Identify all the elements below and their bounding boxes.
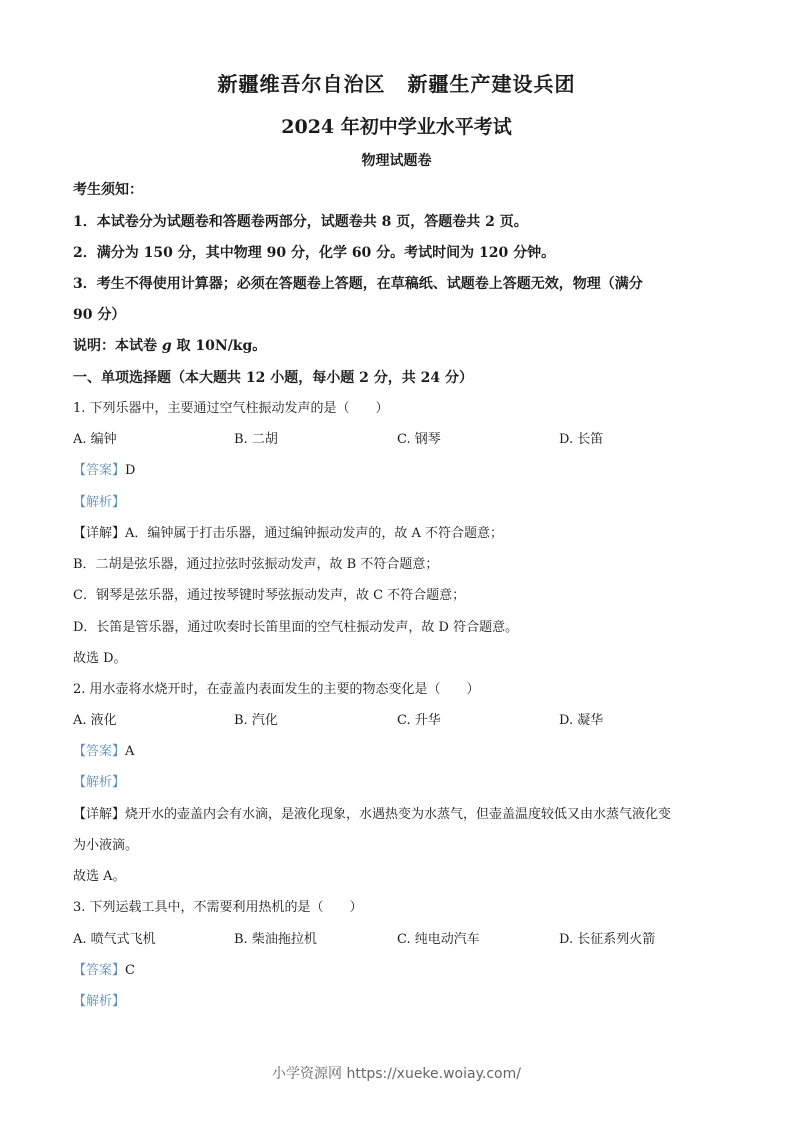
question-2-option-a: A. 液化 [73, 713, 117, 728]
notice-heading: 考生须知： [73, 182, 143, 198]
question-3-stem: 3. 下列运载工具中，不需要利用热机的是（ ） [73, 900, 363, 915]
question-3-option-c: C. 纯电动汽车 [397, 932, 480, 947]
question-1-stem: 1. 下列乐器中，主要通过空气柱振动发声的是（ ） [73, 401, 389, 416]
question-1-detail-1: 【详解】A．编钟属于打击乐器，通过编钟振动发声的，故 A 不符合题意； [73, 526, 504, 541]
question-1-detail-3: C．钢琴是弦乐器，通过按琴键时琴弦振动发声，故 C 不符合题意； [73, 588, 466, 603]
notice-item-2: 2．满分为 150 分，其中物理 90 分，化学 60 分。考试时间为 120 分钟。 [73, 245, 556, 261]
notice-item-3: 3．考生不得使用计算器；必须在答题卷上答题，在草稿纸、试题卷上答题无效，物理（满分 [73, 276, 643, 292]
question-3-option-b: B. 柴油拖拉机 [234, 932, 317, 947]
answer-label: 【答案】 [73, 463, 126, 478]
question-3-option-d: D. 长征系列火箭 [559, 932, 656, 947]
detail-label: 【详解】 [73, 807, 126, 822]
answer-label: 【答案】 [73, 744, 126, 759]
question-2-detail-1: 【详解】烧开水的壶盖内会有水滴，是液化现象，水遇热变为水蒸气，但壶盖温度较低又由水蒸气液化变 [73, 807, 672, 822]
detail-label: 【详解】 [73, 526, 126, 541]
notice-note: 说明：本试卷 g 取 10N/kg。 [73, 338, 267, 354]
question-2-analysis-label: 【解析】 [73, 775, 126, 790]
title-region-1: 新疆维吾尔自治区 [217, 72, 386, 96]
notice-item-3-cont: 90 分） [73, 307, 126, 323]
page-title-region [0, 68, 793, 97]
page-subtitle-subject: 物理试题卷 [361, 153, 432, 169]
title-region-2: 新疆生产建设兵团 [407, 72, 576, 96]
question-1-option-c: C. 钢琴 [397, 432, 441, 447]
question-1-option-b: B. 二胡 [234, 432, 278, 447]
question-1-answer: 【答案】D [73, 463, 136, 478]
question-2-answer: 【答案】A [73, 744, 135, 759]
section-heading: 一、单项选择题（本大题共 12 小题，每小题 2 分，共 24 分） [73, 370, 473, 386]
answer-label: 【答案】 [73, 963, 126, 978]
question-1-option-a: A. 编钟 [73, 432, 117, 447]
question-1-option-d: D. 长笛 [559, 432, 604, 447]
question-2-option-b: B. 汽化 [234, 713, 278, 728]
gravity-variable: g [161, 338, 172, 354]
footer-watermark: 小学资源网 https://xueke.woiay.com/ [272, 1066, 521, 1082]
question-2-option-d: D. 凝华 [559, 713, 604, 728]
question-3-option-a: A. 喷气式飞机 [73, 932, 156, 947]
question-2-detail-2: 为小液滴。 [73, 838, 139, 853]
question-2-stem: 2. 用水壶将水烧开时，在壶盖内表面发生的主要的物态变化是（ ） [73, 682, 480, 697]
question-3-answer: 【答案】C [73, 963, 135, 978]
question-1-analysis-label: 【解析】 [73, 495, 126, 510]
question-2-option-c: C. 升华 [397, 713, 441, 728]
question-1-conclusion: 故选 D。 [73, 651, 127, 666]
question-1-detail-2: B．二胡是弦乐器，通过拉弦时弦振动发声，故 B 不符合题意； [73, 557, 439, 572]
page-title-exam: 2024 年初中学业水平考试 [281, 116, 512, 138]
question-3-analysis-label: 【解析】 [73, 994, 126, 1009]
notice-item-1: 1．本试卷分为试题卷和答题卷两部分，试题卷共 8 页，答题卷共 2 页。 [73, 214, 528, 230]
question-1-detail-4: D．长笛是管乐器，通过吹奏时长笛里面的空气柱振动发声，故 D 符合题意。 [73, 620, 519, 635]
question-2-conclusion: 故选 A。 [73, 869, 126, 884]
